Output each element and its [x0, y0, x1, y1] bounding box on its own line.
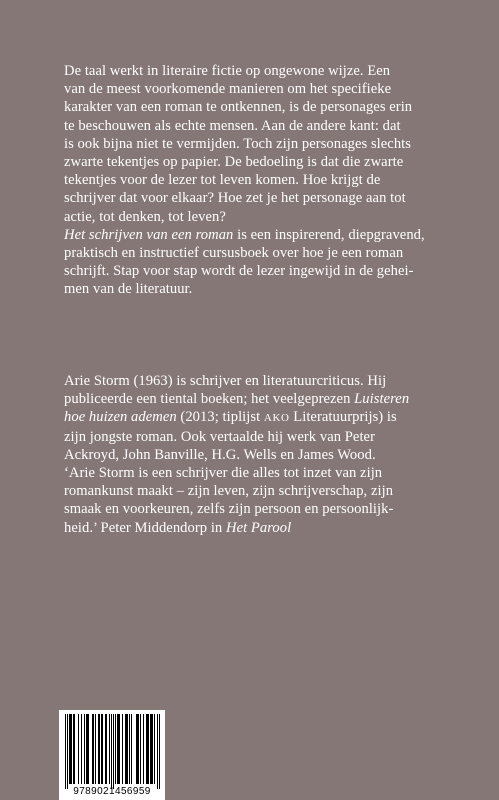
author-bio: [64, 372, 436, 464]
barcode-bar: [71, 714, 72, 784]
barcode-bar: [151, 714, 152, 784]
novel-title: Luisteren: [354, 391, 410, 408]
barcode-bar: [137, 714, 138, 784]
barcode-bar: [115, 714, 116, 784]
barcode-bar: [87, 714, 88, 784]
novel-title: hoe huizen ademen: [64, 409, 177, 426]
bio-text: Literatuurprijs) is: [289, 409, 397, 426]
barcode-bar: [118, 714, 119, 784]
barcode-bar: [129, 714, 130, 784]
bio-line: Arie Storm (1963) is schrijver en literatuurcriticus. Hij: [64, 373, 387, 389]
barcode-bar: [93, 714, 94, 784]
blurb-line: actie, tot denken, tot leven?: [64, 208, 226, 225]
barcode-bar: [111, 714, 112, 789]
barcode-bar: [74, 714, 75, 784]
barcode-bar: [98, 714, 99, 784]
barcode-bar: [140, 714, 141, 784]
quote-line: [64, 519, 436, 537]
barcode-bar: [154, 714, 155, 784]
blurb-line: [64, 226, 436, 244]
barcode-bar: [119, 714, 120, 784]
barcode-bar: [122, 714, 123, 784]
barcode-bar: [88, 714, 89, 784]
barcode-bar: [86, 714, 87, 784]
blurb-line: schrijver dat voor elkaar? Hoe zet je het personage aan tot: [64, 190, 406, 207]
barcode-bar: [67, 714, 68, 789]
bio-line: [64, 390, 436, 408]
barcode-bar: [84, 714, 85, 784]
barcode-bar: [159, 714, 160, 789]
isbn-barcode: [59, 710, 165, 800]
quote-source: Het Parool: [225, 519, 292, 536]
barcode-bar: [131, 714, 132, 784]
barcode-bar: [138, 714, 139, 784]
barcode-bar: [146, 714, 147, 784]
quote-text: heid.’ Peter Middendorp in: [64, 519, 226, 536]
barcode-bar: [92, 714, 93, 784]
blurb-paragraph: [64, 62, 436, 299]
quote-line: ‘Arie Storm is een schrijver die alles tot inzet van zijn: [64, 465, 383, 481]
barcode-bar: [102, 714, 103, 784]
barcode-bar: [99, 714, 100, 784]
barcode-bar: [101, 714, 102, 784]
barcode-bar: [136, 714, 137, 784]
blurb-line: men van de literatuur.: [64, 281, 193, 298]
blurb-text: is een inspirerend, diepgravend,: [233, 226, 425, 243]
barcode-bar: [105, 714, 106, 784]
barcode-bar: [70, 714, 71, 784]
barcode-bar: [157, 714, 158, 789]
blurb-line: tekentjes voor de lezer tot leven komen. Hoe krijgt de: [64, 172, 381, 189]
award-abbreviation: AKO: [263, 412, 290, 425]
review-quote: [64, 464, 436, 537]
barcode-bar: [78, 714, 79, 784]
quote-line: smaak en voorkeuren, zelfs zijn persoon en persoonlijk-: [64, 501, 394, 518]
barcode-bar: [127, 714, 128, 784]
barcode-bar: [150, 714, 151, 784]
barcode-bar: [148, 714, 149, 784]
bio-line: [64, 408, 436, 427]
bio-text: publiceerde een tiental boeken; het veelgeprezen: [64, 391, 355, 408]
barcode-bar: [95, 714, 96, 784]
barcode-bar: [126, 714, 127, 784]
bio-text: (2013; tiplijst: [176, 409, 264, 426]
blurb-line: te beschouwen als echte mensen. Aan de andere kant: dat: [64, 117, 401, 134]
barcode-bar: [125, 714, 126, 784]
quote-line: romankunst maakt – zijn leven, zijn schrijverschap, zijn: [64, 483, 394, 500]
blurb-line: karakter van een roman te ontkennen, is de personages erin: [64, 99, 413, 116]
blurb-line: van de meest voorkomende manieren om het specifieke: [64, 81, 392, 98]
isbn-number: 9789021456959: [73, 786, 151, 797]
bio-line: Ackroyd, John Banville, H.G. Wells en James Wood.: [64, 446, 376, 463]
blurb-line: praktisch en instructief cursusboek over hoe je een roman: [64, 245, 404, 262]
barcode-bar: [69, 714, 70, 784]
barcode-bar: [109, 714, 110, 784]
barcode-bar: [152, 714, 153, 784]
blurb-line: zwarte tekentjes op papier. De bedoeling is dat die zwarte: [64, 154, 404, 171]
barcode-bar: [106, 714, 107, 784]
barcode-bar: [113, 714, 114, 789]
bio-line: zijn jongste roman. Ook vertaalde hij werk van Peter: [64, 428, 375, 445]
barcode-bar: [143, 714, 144, 784]
barcode-bar: [117, 714, 118, 784]
blurb-line: De taal werkt in literaire fictie op ongewone wijze. Een: [64, 63, 391, 79]
barcode-bar: [147, 714, 148, 784]
book-title: Het schrijven van een roman: [64, 226, 234, 243]
barcode-bar: [73, 714, 74, 784]
barcode-bar: [65, 714, 66, 789]
blurb-line: schrijft. Stap voor stap wordt de lezer ingewijd in de gehei-: [64, 263, 414, 280]
blurb-line: is ook bijna niet te vermijden. Toch zijn personages slechts: [64, 135, 412, 152]
barcode-bar: [81, 714, 82, 784]
